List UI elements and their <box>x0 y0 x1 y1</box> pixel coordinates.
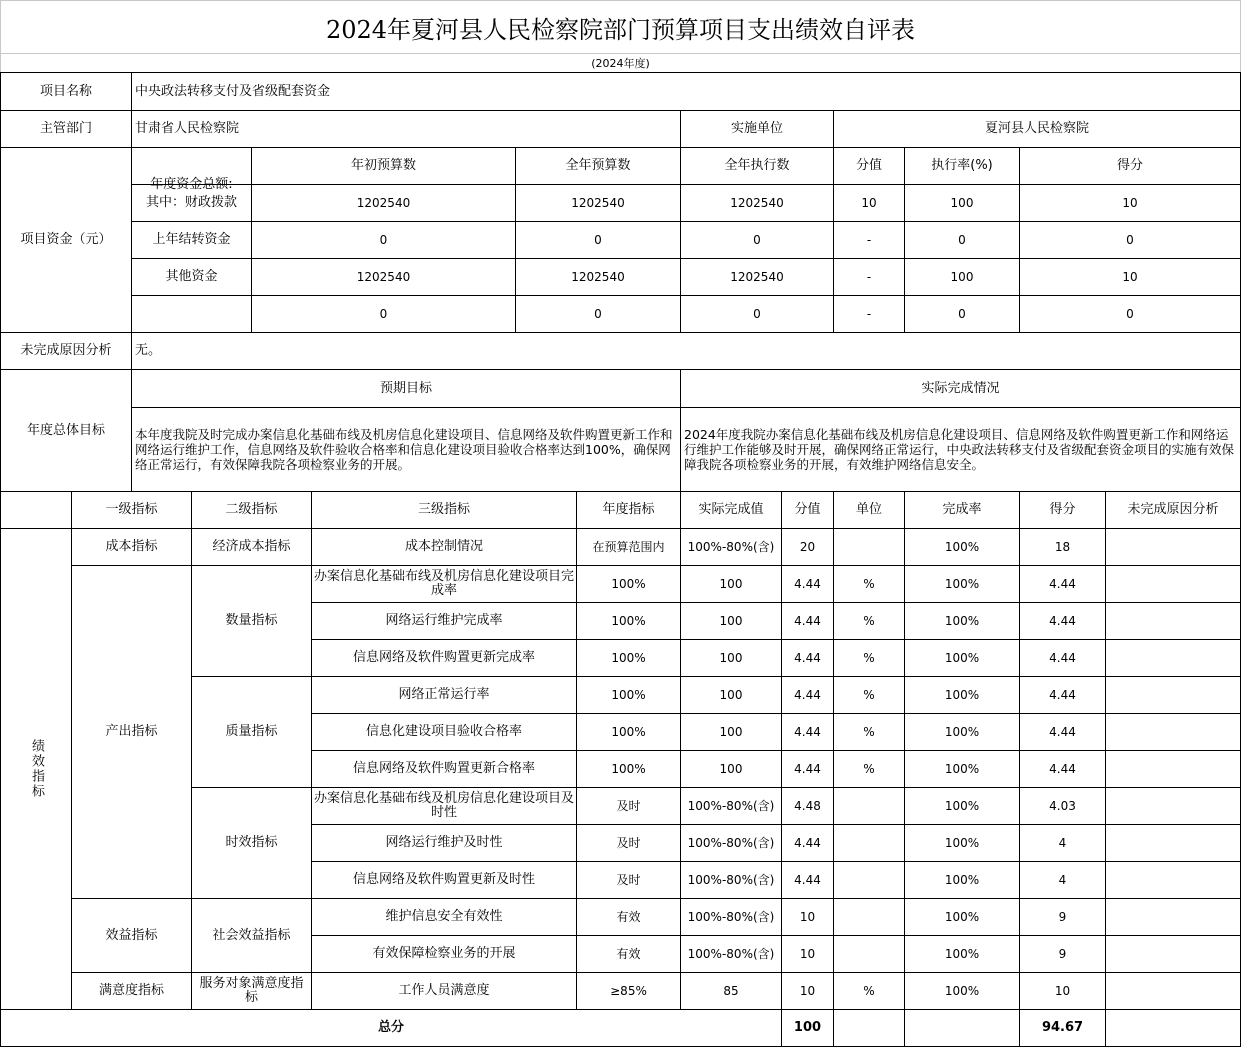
perf-l3-cell: 网络正常运行率 <box>311 676 577 714</box>
perf-score-cell: 4.44 <box>781 713 834 751</box>
perf-rate-cell: 100% <box>904 713 1020 751</box>
perf-l3-cell: 信息网络及软件购置更新及时性 <box>311 861 577 899</box>
perf-unit-cell: % <box>833 676 905 714</box>
funds-row-label: 上年结转资金 <box>131 221 252 259</box>
perf-unit-cell <box>833 898 905 936</box>
funds-header: 全年预算数 <box>515 147 681 185</box>
level2-quality: 质量指标 <box>191 676 312 788</box>
funds-value: 0 <box>251 221 516 259</box>
perf-target-cell: 有效 <box>576 935 681 973</box>
funds-header: 全年执行数 <box>680 147 834 185</box>
perf-rate-cell: 100% <box>904 935 1020 973</box>
perf-reason-cell <box>1105 787 1241 825</box>
funds-value: 0 <box>251 295 516 333</box>
perf-target-cell: 100% <box>576 602 681 640</box>
perf-unit-cell: % <box>833 713 905 751</box>
perf-l3-cell: 信息网络及软件购置更新合格率 <box>311 750 577 788</box>
funds-value: - <box>833 221 905 259</box>
funds-header: 执行率(%) <box>904 147 1020 185</box>
perf-rate-cell: 100% <box>904 972 1020 1010</box>
perf-target-cell: 及时 <box>576 861 681 899</box>
funds-value: 0 <box>680 295 834 333</box>
perf-unit-cell <box>833 824 905 862</box>
goal-expected-label: 预期目标 <box>131 369 681 408</box>
perf-reason-cell <box>1105 676 1241 714</box>
total-score: 100 <box>781 1009 834 1047</box>
perf-header: 一级指标 <box>71 491 192 529</box>
perf-actual-cell: 100 <box>680 602 782 640</box>
perf-got-cell: 4.44 <box>1019 713 1106 751</box>
perf-unit-cell: % <box>833 972 905 1010</box>
perf-score-cell: 4.44 <box>781 565 834 603</box>
level2-economic-cost: 经济成本指标 <box>191 528 312 566</box>
perf-got-cell: 9 <box>1019 935 1106 973</box>
funds-value: - <box>833 258 905 296</box>
perf-target-cell: 100% <box>576 750 681 788</box>
level2-social-benefit: 社会效益指标 <box>191 898 312 973</box>
level1-output: 产出指标 <box>71 565 192 899</box>
funds-value: 0 <box>515 221 681 259</box>
funds-value: 1202540 <box>680 184 834 222</box>
perf-header: 分值 <box>781 491 834 529</box>
report-year: (2024年度) <box>0 53 1241 72</box>
perf-actual-cell: 100%-80%(含) <box>680 787 782 825</box>
funds-row-label: 其他资金 <box>131 258 252 296</box>
funds-value: 10 <box>1019 258 1241 296</box>
total-got: 94.67 <box>1019 1009 1106 1047</box>
perf-score-cell: 4.48 <box>781 787 834 825</box>
perf-header: 二级指标 <box>191 491 312 529</box>
perf-header: 年度指标 <box>576 491 681 529</box>
perf-got-cell: 4.03 <box>1019 787 1106 825</box>
funds-row-label: 年度资金总额: <box>131 147 252 222</box>
perf-got-cell: 4.44 <box>1019 565 1106 603</box>
perf-reason-cell <box>1105 935 1241 973</box>
perf-actual-cell: 100 <box>680 676 782 714</box>
perf-reason-cell <box>1105 898 1241 936</box>
perf-l3-cell: 网络运行维护及时性 <box>311 824 577 862</box>
funds-header: 得分 <box>1019 147 1241 185</box>
perf-actual-cell: 100%-80%(含) <box>680 528 782 566</box>
perf-unit-cell <box>833 861 905 899</box>
perf-label: 绩效指标 <box>0 528 72 1010</box>
perf-target-cell: 100% <box>576 639 681 677</box>
funds-value: 0 <box>680 221 834 259</box>
total-blank <box>833 1009 905 1047</box>
funds-header: 分值 <box>833 147 905 185</box>
perf-got-cell: 4.44 <box>1019 602 1106 640</box>
level1-cost: 成本指标 <box>71 528 192 566</box>
funds-header: 年初预算数 <box>251 147 516 185</box>
perf-score-cell: 4.44 <box>781 750 834 788</box>
perf-score-cell: 4.44 <box>781 639 834 677</box>
perf-l3-cell: 网络运行维护完成率 <box>311 602 577 640</box>
perf-actual-cell: 100%-80%(含) <box>680 935 782 973</box>
project-name-value: 中央政法转移支付及省级配套资金 <box>131 72 1241 111</box>
dept-label: 主管部门 <box>0 110 132 148</box>
perf-rate-cell: 100% <box>904 528 1020 566</box>
perf-unit-cell: % <box>833 565 905 603</box>
funds-row-label: 其中：财政拨款 <box>131 184 252 222</box>
perf-actual-cell: 100 <box>680 565 782 603</box>
perf-reason-cell <box>1105 824 1241 862</box>
funds-value: 0 <box>515 295 681 333</box>
perf-unit-cell <box>833 528 905 566</box>
perf-reason-cell <box>1105 750 1241 788</box>
perf-target-cell: 及时 <box>576 787 681 825</box>
funds-value: 1202540 <box>515 258 681 296</box>
dept-value: 甘肃省人民检察院 <box>131 110 681 148</box>
perf-header: 完成率 <box>904 491 1020 529</box>
perf-reason-cell <box>1105 972 1241 1010</box>
perf-got-cell: 4 <box>1019 861 1106 899</box>
total-blank <box>904 1009 1020 1047</box>
perf-l3-cell: 信息网络及软件购置更新完成率 <box>311 639 577 677</box>
perf-header: 实际完成值 <box>680 491 782 529</box>
perf-header: 得分 <box>1019 491 1106 529</box>
level1-satisfaction: 满意度指标 <box>71 972 192 1010</box>
level2-service-satisfaction: 服务对象满意度指标 <box>191 972 312 1010</box>
perf-got-cell: 4.44 <box>1019 750 1106 788</box>
perf-reason-cell <box>1105 861 1241 899</box>
funds-value: 1202540 <box>251 258 516 296</box>
funds-value: 0 <box>904 221 1020 259</box>
perf-rate-cell: 100% <box>904 676 1020 714</box>
perf-rate-cell: 100% <box>904 861 1020 899</box>
perf-reason-cell <box>1105 528 1241 566</box>
total-blank <box>1105 1009 1241 1047</box>
perf-target-cell: 有效 <box>576 898 681 936</box>
perf-l3-cell: 有效保障检察业务的开展 <box>311 935 577 973</box>
project-name-label: 项目名称 <box>0 72 132 111</box>
page-title: 2024年夏河县人民检察院部门预算项目支出绩效自评表 <box>0 0 1241 53</box>
perf-actual-cell: 100%-80%(含) <box>680 824 782 862</box>
perf-got-cell: 9 <box>1019 898 1106 936</box>
perf-target-cell: 100% <box>576 565 681 603</box>
funds-value: 0 <box>904 295 1020 333</box>
perf-rate-cell: 100% <box>904 639 1020 677</box>
perf-rate-cell: 100% <box>904 898 1020 936</box>
funds-value: 100 <box>904 258 1020 296</box>
level2-quantity: 数量指标 <box>191 565 312 677</box>
perf-got-cell: 4 <box>1019 824 1106 862</box>
perf-rate-cell: 100% <box>904 565 1020 603</box>
perf-score-cell: 10 <box>781 935 834 973</box>
perf-reason-cell <box>1105 565 1241 603</box>
funds-value: 1202540 <box>251 184 516 222</box>
perf-header: 未完成原因分析 <box>1105 491 1241 529</box>
reason-label: 未完成原因分析 <box>0 332 132 370</box>
funds-value: 100 <box>904 184 1020 222</box>
perf-score-cell: 10 <box>781 898 834 936</box>
total-label: 总分 <box>0 1009 782 1047</box>
perf-unit-cell: % <box>833 750 905 788</box>
perf-l3-cell: 办案信息化基础布线及机房信息化建设项目及时性 <box>311 787 577 825</box>
perf-rate-cell: 100% <box>904 750 1020 788</box>
funds-value: 0 <box>1019 221 1241 259</box>
perf-l3-cell: 工作人员满意度 <box>311 972 577 1010</box>
reason-value: 无。 <box>131 332 1241 370</box>
perf-score-cell: 4.44 <box>781 602 834 640</box>
perf-header: 单位 <box>833 491 905 529</box>
funds-value: 1202540 <box>680 258 834 296</box>
perf-score-cell: 4.44 <box>781 676 834 714</box>
level2-timeliness: 时效指标 <box>191 787 312 899</box>
perf-target-cell: 100% <box>576 713 681 751</box>
perf-score-cell: 4.44 <box>781 861 834 899</box>
funds-value: 1202540 <box>515 184 681 222</box>
funds-value: 0 <box>1019 295 1241 333</box>
perf-actual-cell: 100%-80%(含) <box>680 861 782 899</box>
perf-unit-cell <box>833 787 905 825</box>
perf-reason-cell <box>1105 602 1241 640</box>
perf-l3-cell: 信息化建设项目验收合格率 <box>311 713 577 751</box>
perf-actual-cell: 100%-80%(含) <box>680 898 782 936</box>
perf-reason-cell <box>1105 639 1241 677</box>
perf-actual-cell: 100 <box>680 713 782 751</box>
perf-rate-cell: 100% <box>904 787 1020 825</box>
perf-l3-cell: 成本控制情况 <box>311 528 577 566</box>
perf-actual-cell: 100 <box>680 639 782 677</box>
impl-value: 夏河县人民检察院 <box>833 110 1241 148</box>
perf-got-cell: 10 <box>1019 972 1106 1010</box>
funds-value: 10 <box>833 184 905 222</box>
perf-actual-cell: 100 <box>680 750 782 788</box>
perf-score-cell: 10 <box>781 972 834 1010</box>
perf-actual-cell: 85 <box>680 972 782 1010</box>
perf-got-cell: 4.44 <box>1019 639 1106 677</box>
perf-unit-cell <box>833 935 905 973</box>
perf-rate-cell: 100% <box>904 602 1020 640</box>
perf-got-cell: 4.44 <box>1019 676 1106 714</box>
funds-label: 项目资金（元） <box>0 147 132 333</box>
goal-actual-text: 2024年度我院办案信息化基础布线及机房信息化建设项目、信息网络及软件购置更新工作和网络运行维护工作能够及时开展，确保网络正常运行，中央政法转移支付及省级配套资金项目的实施有效保障我院各项检察业务的开展，有效维护网络信息安全。 <box>680 407 1241 492</box>
perf-header-blank <box>0 491 72 529</box>
goal-label: 年度总体目标 <box>0 369 132 492</box>
goal-actual-label: 实际完成情况 <box>680 369 1241 408</box>
funds-value: 10 <box>1019 184 1241 222</box>
perf-target-cell: 100% <box>576 676 681 714</box>
impl-label: 实施单位 <box>680 110 834 148</box>
perf-target-cell: ≥85% <box>576 972 681 1010</box>
perf-rate-cell: 100% <box>904 824 1020 862</box>
level1-benefit: 效益指标 <box>71 898 192 973</box>
funds-value: - <box>833 295 905 333</box>
perf-score-cell: 20 <box>781 528 834 566</box>
perf-header: 三级指标 <box>311 491 577 529</box>
perf-l3-cell: 维护信息安全有效性 <box>311 898 577 936</box>
perf-unit-cell: % <box>833 602 905 640</box>
perf-l3-cell: 办案信息化基础布线及机房信息化建设项目完成率 <box>311 565 577 603</box>
perf-score-cell: 4.44 <box>781 824 834 862</box>
perf-got-cell: 18 <box>1019 528 1106 566</box>
perf-target-cell: 及时 <box>576 824 681 862</box>
perf-reason-cell <box>1105 713 1241 751</box>
perf-target-cell: 在预算范围内 <box>576 528 681 566</box>
perf-unit-cell: % <box>833 639 905 677</box>
goal-expected-text: 本年度我院及时完成办案信息化基础布线及机房信息化建设项目、信息网络及软件购置更新工作和网络运行维护工作，信息网络及软件验收合格率和信息化建设项目验收合格率达到100%，确保网络正常运行，有效保障我院各项检察业务的开展。 <box>131 407 681 492</box>
